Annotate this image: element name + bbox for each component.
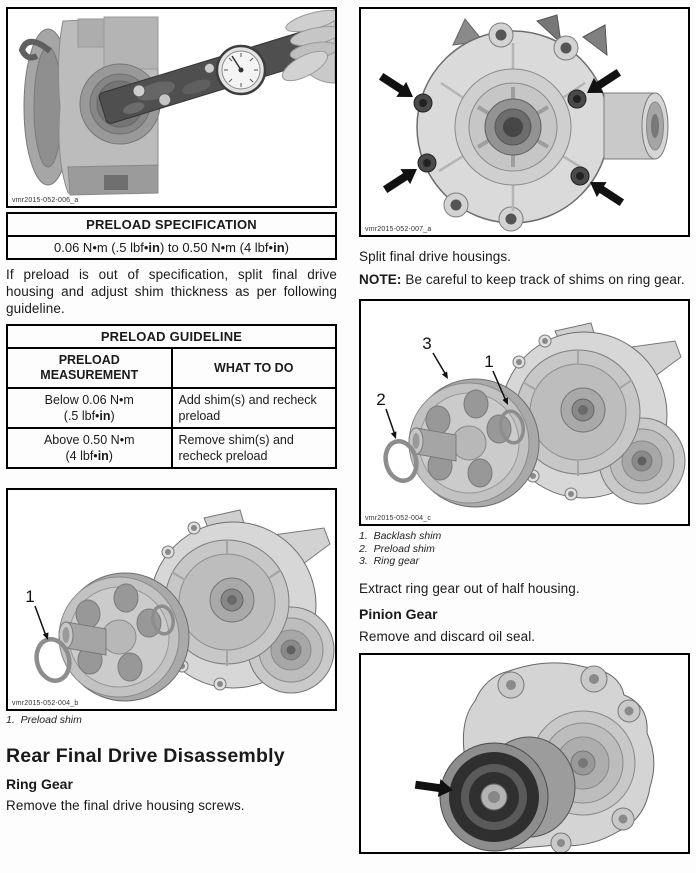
spec-table-value: 0.06 N•m (.5 lbf•in) to 0.50 N•m (4 lbf•in) bbox=[7, 236, 336, 259]
paragraph-remove-screws: Remove the final drive housing screws. bbox=[6, 797, 245, 813]
paragraph-remove-oil-seal: Remove and discard oil seal. bbox=[359, 628, 536, 644]
ring-gear bbox=[59, 573, 189, 701]
preload-specification-table bbox=[6, 212, 337, 260]
housing-screws-illustration bbox=[361, 9, 688, 235]
subsection-heading-pinion-gear: Pinion Gear bbox=[359, 605, 438, 622]
guideline-row1-measurement: Below 0.06 N•m (.5 lbf•in) bbox=[7, 388, 172, 428]
figure-ring-gear-shims bbox=[359, 299, 690, 526]
oil-seal-illustration bbox=[361, 655, 688, 852]
figure-legend-item: 1. Backlash shim bbox=[359, 530, 442, 542]
paragraph-preload-out-of-spec: If preload is out of specification, split final drive housing and adjust shim thickness as per following guideline. bbox=[6, 267, 337, 316]
callout-1: 1 bbox=[484, 352, 494, 371]
guideline-row1-action: Add shim(s) and recheck preload bbox=[172, 388, 337, 428]
subsection-heading-ring-gear: Ring Gear bbox=[6, 775, 73, 792]
callout-3: 3 bbox=[422, 334, 432, 353]
figure-legend-item: 3. Ring gear bbox=[359, 555, 420, 567]
figure-oil-seal bbox=[359, 653, 690, 854]
paragraph-extract-ring-gear: Extract ring gear out of half housing. bbox=[359, 580, 580, 596]
paragraph-split-housings: Split final drive housings. bbox=[359, 249, 512, 264]
exploded-view-illustration bbox=[8, 490, 335, 709]
figure-legend-item: 1. Preload shim bbox=[6, 714, 82, 726]
preload-guideline-table bbox=[6, 324, 337, 469]
ring-gear bbox=[409, 379, 539, 507]
dial-gauge bbox=[217, 46, 265, 94]
guideline-row2-action: Remove shim(s) and recheck preload bbox=[172, 428, 337, 468]
figure-caption: vmr2015-052-004_b bbox=[12, 700, 79, 707]
torque-wrench-illustration bbox=[8, 9, 335, 206]
guideline-col-action: WHAT TO DO bbox=[172, 348, 337, 388]
figure-caption: vmr2015-052-006_a bbox=[12, 197, 79, 204]
guideline-row2-measurement: Above 0.50 N•m (4 lbf•in) bbox=[7, 428, 172, 468]
guideline-table-title: PRELOAD GUIDELINE bbox=[7, 325, 336, 348]
figure-legend-item: 2. Preload shim bbox=[359, 542, 435, 555]
right-column bbox=[359, 0, 690, 854]
figure-caption: vmr2015-052-007_a bbox=[365, 226, 432, 233]
callout-2: 2 bbox=[376, 390, 386, 409]
callout-1: 1 bbox=[25, 587, 35, 606]
section-heading: Rear Final Drive Disassembly bbox=[6, 744, 285, 767]
guideline-col-measurement: PRELOAD MEASUREMENT bbox=[7, 348, 172, 388]
figure-caption: vmr2015-052-004_c bbox=[365, 515, 432, 522]
exploded-view-illustration bbox=[361, 301, 688, 524]
table-row bbox=[7, 388, 336, 428]
table-row bbox=[7, 428, 336, 468]
spec-table-title: PRELOAD SPECIFICATION bbox=[7, 213, 336, 236]
figure-housing-screws bbox=[359, 7, 690, 237]
note-paragraph: NOTE: Be careful to keep track of shims on ring gear. bbox=[359, 272, 685, 287]
figure-preload-shim bbox=[6, 488, 337, 711]
figure-preload-measurement bbox=[6, 7, 337, 208]
left-column bbox=[6, 0, 337, 814]
